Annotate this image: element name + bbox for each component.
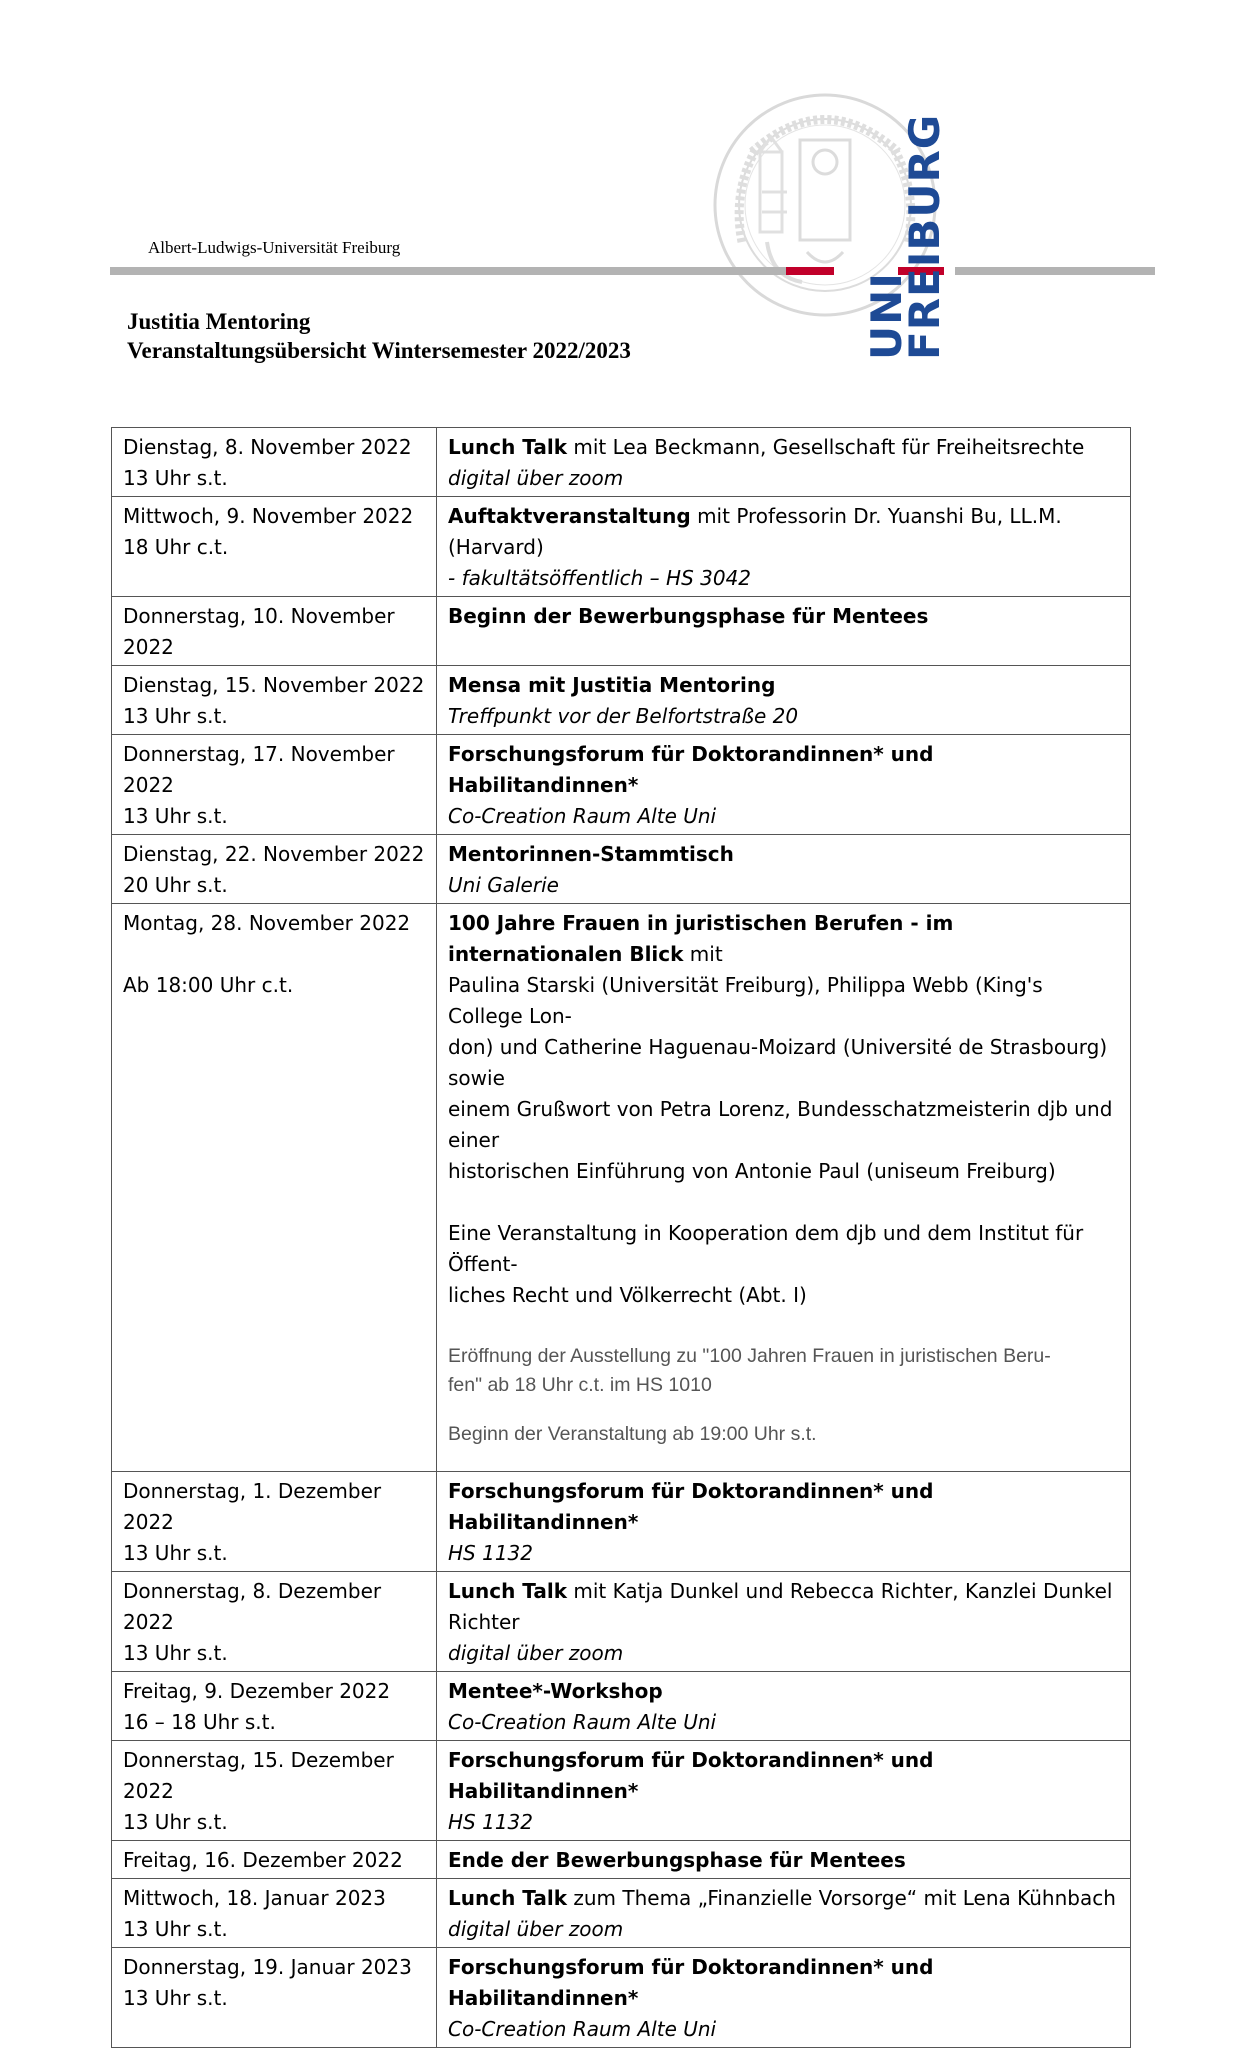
event-time: Ab 18:00 Uhr c.t. <box>123 973 294 997</box>
event-cell <box>437 1672 1131 1741</box>
event-title: Lunch Talk <box>448 1579 567 1603</box>
event-location: Co-Creation Raum Alte Uni <box>448 2017 717 2041</box>
header-rule-right <box>955 267 1155 275</box>
table-row <box>112 835 1131 904</box>
event-cell <box>437 904 1131 1472</box>
event-cell <box>437 735 1131 835</box>
event-location: Treffpunkt vor der Belfortstraße 20 <box>448 704 799 728</box>
date-cell <box>112 1572 437 1672</box>
event-title: Mentee*-Workshop <box>448 1679 663 1703</box>
table-row <box>112 666 1131 735</box>
event-detail: einem Grußwort von Petra Lorenz, Bundesschatzmeisterin djb und einer <box>448 1097 1113 1152</box>
logo-uni-text: UNI <box>862 272 911 360</box>
event-detail: mit Lea Beckmann, Gesellschaft für Freiheitsrechte <box>567 435 1085 459</box>
event-date: Montag, 28. November 2022 <box>123 911 411 935</box>
date-cell <box>112 597 437 666</box>
event-cell <box>437 1841 1131 1879</box>
table-row <box>112 428 1131 497</box>
event-detail: historischen Einführung von Antonie Paul (uniseum Freiburg) <box>448 1159 1056 1183</box>
event-exhibition: fen" ab 18 Uhr c.t. im HS 1010 <box>448 1374 712 1396</box>
event-time: 20 Uhr s.t. <box>123 873 228 897</box>
logo-freiburg-text: FREIBURG <box>900 113 949 360</box>
date-cell <box>112 1948 437 2048</box>
event-cell <box>437 835 1131 904</box>
event-title: Lunch Talk <box>448 1886 567 1910</box>
event-title: Forschungsforum für Doktorandinnen* und Habilitandinnen* <box>448 1479 934 1534</box>
event-exhibition: Eröffnung der Ausstellung zu "100 Jahren Frauen in juristischen Beru- <box>448 1345 1051 1367</box>
table-row <box>112 1572 1131 1672</box>
event-cell <box>437 1879 1131 1948</box>
event-cell <box>437 597 1131 666</box>
date-cell <box>112 735 437 835</box>
event-title: Ende der Bewerbungsphase für Mentees <box>448 1848 906 1872</box>
event-date: Dienstag, 15. November 2022 <box>123 673 425 697</box>
event-date: Dienstag, 22. November 2022 <box>123 842 425 866</box>
event-time: 13 Uhr s.t. <box>123 804 228 828</box>
logo-red-mark <box>786 267 834 275</box>
event-date: Donnerstag, 15. Dezember 2022 <box>123 1748 394 1803</box>
title-line-2: Veranstaltungsübersicht Wintersemester 2022/2023 <box>127 338 631 363</box>
event-location: Co-Creation Raum Alte Uni <box>448 1710 717 1734</box>
event-location: digital über zoom <box>448 466 624 490</box>
event-title: Mensa mit Justitia Mentoring <box>448 673 776 697</box>
table-row <box>112 1879 1131 1948</box>
table-row <box>112 735 1131 835</box>
table-row <box>112 1672 1131 1741</box>
event-cooperation: liches Recht und Völkerrecht (Abt. I) <box>448 1283 807 1307</box>
table-row <box>112 1841 1131 1879</box>
event-time: 13 Uhr s.t. <box>123 1986 228 2010</box>
event-detail: mit Katja Dunkel und Rebecca Richter, Kanzlei Dunkel Richter <box>448 1579 1113 1634</box>
event-time: 13 Uhr s.t. <box>123 1810 228 1834</box>
event-date: Donnerstag, 1. Dezember 2022 <box>123 1479 382 1534</box>
events-table <box>111 427 1131 2048</box>
date-cell <box>112 666 437 735</box>
date-cell <box>112 1472 437 1572</box>
date-cell <box>112 497 437 597</box>
event-location: Uni Galerie <box>448 873 559 897</box>
date-cell <box>112 1672 437 1741</box>
date-cell <box>112 1879 437 1948</box>
event-date: Mittwoch, 18. Januar 2023 <box>123 1886 386 1910</box>
date-cell <box>112 904 437 1472</box>
event-detail: mit <box>683 942 723 966</box>
event-cell <box>437 1948 1131 2048</box>
event-location: digital über zoom <box>448 1641 624 1665</box>
event-cell <box>437 1472 1131 1572</box>
event-location: - fakultätsöffentlich – HS 3042 <box>448 566 752 590</box>
event-start: Beginn der Veranstaltung ab 19:00 Uhr s.t. <box>448 1423 817 1445</box>
event-title: Forschungsforum für Doktorandinnen* und Habilitandinnen* <box>448 1955 934 2010</box>
event-date: Dienstag, 8. November 2022 <box>123 435 412 459</box>
event-cell <box>437 497 1131 597</box>
title-line-1: Justitia Mentoring <box>127 309 311 334</box>
event-title: Forschungsforum für Doktorandinnen* und Habilitandinnen* <box>448 1748 934 1803</box>
event-time: 13 Uhr s.t. <box>123 704 228 728</box>
event-detail: Paulina Starski (Universität Freiburg), Philippa Webb (King's College Lon- <box>448 973 1043 1028</box>
event-date: Freitag, 16. Dezember 2022 <box>123 1848 403 1872</box>
event-time: 13 Uhr s.t. <box>123 1541 228 1565</box>
event-date: Donnerstag, 19. Januar 2023 <box>123 1955 412 1979</box>
event-detail: don) und Catherine Haguenau-Moizard (Université de Strasbourg) sowie <box>448 1035 1108 1090</box>
event-cell <box>437 1572 1131 1672</box>
table-row <box>112 1472 1131 1572</box>
table-row <box>112 597 1131 666</box>
date-cell <box>112 1741 437 1841</box>
event-location: HS 1132 <box>448 1541 533 1565</box>
event-date: Mittwoch, 9. November 2022 <box>123 504 414 528</box>
event-date: Donnerstag, 8. Dezember 2022 <box>123 1579 382 1634</box>
event-date: Freitag, 9. Dezember 2022 <box>123 1679 391 1703</box>
event-date: Donnerstag, 17. November 2022 <box>123 742 395 797</box>
event-title: 100 Jahre Frauen in juristischen Berufen - im internationalen Blick <box>448 911 954 966</box>
date-cell <box>112 428 437 497</box>
table-row <box>112 497 1131 597</box>
event-cooperation: Eine Veranstaltung in Kooperation dem djb und dem Institut für Öffent- <box>448 1221 1084 1276</box>
university-name: Albert-Ludwigs-Universität Freiburg <box>148 238 401 257</box>
date-cell <box>112 835 437 904</box>
event-time: 13 Uhr s.t. <box>123 466 228 490</box>
event-title: Lunch Talk <box>448 435 567 459</box>
table-row <box>112 904 1131 1472</box>
table-row <box>112 1741 1131 1841</box>
event-location: Co-Creation Raum Alte Uni <box>448 804 717 828</box>
event-cell <box>437 428 1131 497</box>
event-title: Forschungsforum für Doktorandinnen* und Habilitandinnen* <box>448 742 934 797</box>
event-cell <box>437 1741 1131 1841</box>
document-title <box>127 307 631 365</box>
event-detail: zum Thema „Finanzielle Vorsorge“ mit Lena Kühnbach <box>567 1886 1116 1910</box>
event-time: 13 Uhr s.t. <box>123 1917 228 1941</box>
event-time: 18 Uhr c.t. <box>123 535 229 559</box>
event-location: HS 1132 <box>448 1810 533 1834</box>
event-title: Mentorinnen-Stammtisch <box>448 842 734 866</box>
date-cell <box>112 1841 437 1879</box>
header-rule-left <box>110 267 786 275</box>
event-location: digital über zoom <box>448 1917 624 1941</box>
event-time: 16 – 18 Uhr s.t. <box>123 1710 276 1734</box>
event-time: 13 Uhr s.t. <box>123 1641 228 1665</box>
event-title: Auftaktveranstaltung <box>448 504 691 528</box>
event-cell <box>437 666 1131 735</box>
event-title: Beginn der Bewerbungsphase für Mentees <box>448 604 929 628</box>
table-row <box>112 1948 1131 2048</box>
event-date: Donnerstag, 10. November 2022 <box>123 604 395 659</box>
event-detail: mit Professorin Dr. Yuanshi Bu, LL.M. (Harvard) <box>448 504 1062 559</box>
